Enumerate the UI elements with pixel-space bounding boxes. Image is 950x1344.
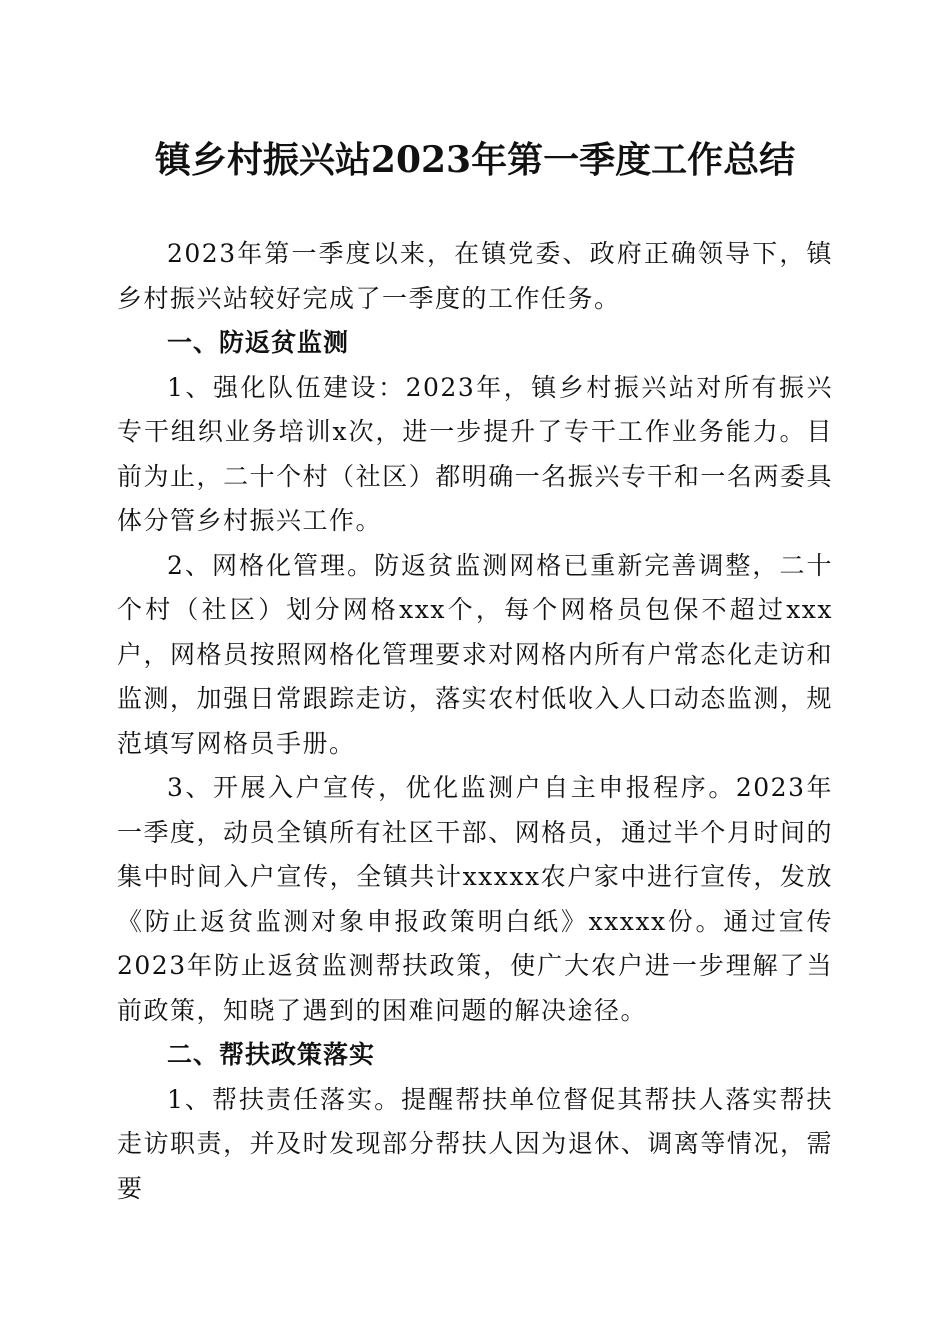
section1-item-1: 1、强化队伍建设：2023年，镇乡村振兴站对所有振兴专干组织业务培训x次，进一步提升了专干工作业务能力。目前为止，二十个村（社区）都明确一名振兴专干和一名两委具体分管乡村振兴工作。 <box>117 372 833 535</box>
section2-item-1: 1、帮扶责任落实。提醒帮扶单位督促其帮扶人落实帮扶走访职责，并及时发现部分帮扶人因为退休、调离等情况，需要 <box>117 1084 833 1203</box>
intro-paragraph: 2023年第一季度以来，在镇党委、政府正确领导下，镇乡村振兴站较好完成了一季度的工作任务。 <box>117 239 833 313</box>
section1-item-2: 2、网格化管理。防返贫监测网格已重新完善调整，二十个村（社区）划分网格xxx个，每个网格员包保不超过xxx户，网格员按照网格化管理要求对网格内所有户常态化走访和监测，加强日常跟踪走访，落实农村低收入人口动态监测，规范填写网格员手册。 <box>117 550 833 758</box>
section-heading-assistance-policy: 二、帮扶政策落实 <box>167 1040 376 1069</box>
section-heading-anti-poverty-monitoring: 一、防返贫监测 <box>167 328 350 357</box>
document-title: 镇乡村振兴站2023年第一季度工作总结 <box>154 139 796 181</box>
section1-item-3: 3、开展入户宣传，优化监测户自主申报程序。2023年一季度，动员全镇所有社区干部、网格员，通过半个月时间的集中时间入户宣传，全镇共计xxxxx农户家中进行宣传，发放《防止返贫监测对象申报政策明白纸》xxxxx份。通过宣传2023年防止返贫监测帮扶政策，使广大农户进一步理解了当前政策，知晓了遇到的困难问题的解决途径。 <box>117 773 833 1025</box>
document-body <box>117 232 833 1211</box>
